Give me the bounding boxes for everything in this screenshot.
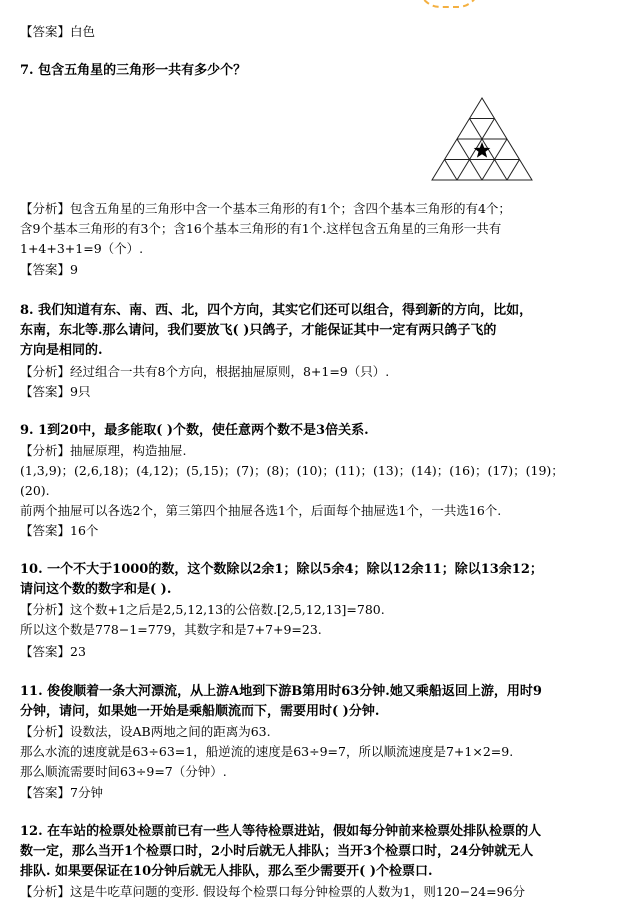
decorative-arc <box>418 0 480 8</box>
q9-analysis-line-3: (20). <box>20 483 50 498</box>
q9-analysis-line-2: (1,3,9)；(2,6,18)；(4,12)；(5,15)；(7)；(8)；(10)；(11)；(13)；(14)；(16)；(17)；(19)； <box>20 463 564 478</box>
q7-analysis-line-3: 1+4+3+1=9（个）. <box>20 241 144 256</box>
q9-title: 9. 1到20中，最多能取( )个数，使任意两个数不是3倍关系. <box>20 423 369 438</box>
q8-title-line-1: 8. 我们知道有东、南、西、北，四个方向，其实它们还可以组合，得到新的方向，比如， <box>20 303 533 318</box>
star-icon <box>474 142 491 158</box>
q10-title-line-1: 10. 一个不大于1000的数，这个数除以2余1；除以5余4；除以12余11；除以13余12； <box>20 562 543 577</box>
q7-title: 7. 包含五角星的三角形一共有多少个？ <box>20 63 247 78</box>
q11-title-line-1: 11. 俊俊顺着一条大河漂流，从上游A地到下游B第用时63分钟.她又乘船返回上游，用时9 <box>20 684 542 699</box>
q7-analysis-line-2: 含9个基本三角形的有3个；含16个基本三角形的有1个.这样包含五角星的三角形一共有 <box>20 221 502 236</box>
q8-answer: 【答案】9只 <box>20 384 91 399</box>
triangle-grid <box>432 98 532 180</box>
q11-answer: 【答案】7分钟 <box>20 785 103 800</box>
q9-answer: 【答案】16个 <box>20 523 99 538</box>
q11-title-line-2: 分钟，请问，如果她一开始是乘船顺流而下，需要用时( )分钟. <box>20 704 380 719</box>
q12-title-line-3: 排队. 如果要保证在10分钟后就无人排队，那么至少需要开( )个检票口. <box>20 864 433 879</box>
q9-analysis-line-1: 【分析】抽屉原理，构造抽屉. <box>20 443 187 458</box>
q12-analysis: 【分析】这是牛吃草问题的变形. 假设每个检票口每分钟检票的人数为1，则120−24=96分 <box>20 884 526 899</box>
q10-analysis-line-2: 所以这个数是778−1=779，其数字和是7+7+9=23. <box>20 622 322 637</box>
q10-analysis-line-1: 【分析】这个数+1之后是2,5,12,13的公倍数.[2,5,12,13]=780. <box>20 602 385 617</box>
q11-analysis-line-2: 那么水流的速度就是63÷63=1，船逆流的速度是63÷9=7，所以顺流速度是7+1×2=9. <box>20 744 514 759</box>
answer-white: 【答案】白色 <box>20 24 96 39</box>
q9-analysis-line-4: 前两个抽屉可以各选2个，第三第四个抽屉各选1个，后面每个抽屉选1个，一共选16个. <box>20 503 502 518</box>
q8-analysis: 【分析】经过组合一共有8个方向，根据抽屉原则，8+1=9（只）. <box>20 364 390 379</box>
q11-analysis-line-1: 【分析】设数法，设AB两地之间的距离为63. <box>20 724 271 739</box>
q7-answer: 【答案】9 <box>20 262 78 277</box>
q7-analysis-line-1: 【分析】包含五角星的三角形中含一个基本三角形的有1个；含四个基本三角形的有4个； <box>20 201 511 216</box>
q12-title-line-2: 数一定，那么当开1个检票口时，2小时后就无人排队；当开3个检票口时，24分钟就无人 <box>20 844 534 859</box>
q8-title-line-2: 东南，东北等.那么请问，我们要放飞( )只鸽子，才能保证其中一定有两只鸽子飞的 <box>20 323 497 338</box>
q8-title-line-3: 方向是相同的. <box>20 343 103 358</box>
q12-title-line-1: 12. 在车站的检票处检票前已有一些人等待检票进站，假如每分钟前来检票处排队检票的人 <box>20 824 542 839</box>
q11-analysis-line-3: 那么顺流需要时间63÷9=7（分钟）. <box>20 764 227 779</box>
q10-answer: 【答案】23 <box>20 644 86 659</box>
star-triangle-figure <box>430 96 534 182</box>
q10-title-line-2: 请问这个数的数字和是( ). <box>20 582 172 597</box>
